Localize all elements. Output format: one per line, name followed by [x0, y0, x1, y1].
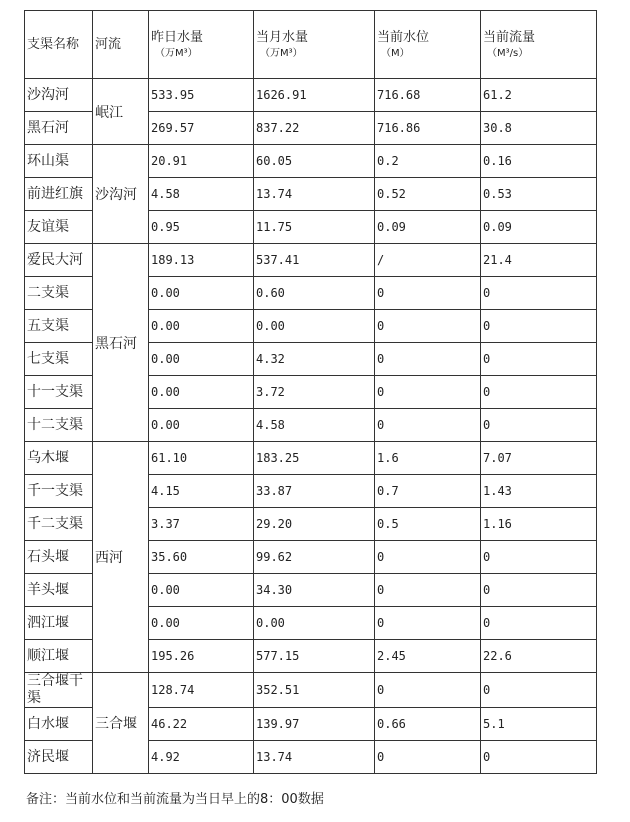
- header-row: [25, 11, 597, 79]
- river-cell: 岷江: [93, 79, 149, 145]
- water-level-cell: 2.45: [375, 640, 481, 673]
- flow-rate-cell: 0.53: [481, 178, 597, 211]
- month-volume-cell: 837.22: [254, 112, 375, 145]
- yesterday-volume-cell: 189.13: [149, 244, 254, 277]
- month-volume-cell: 352.51: [254, 673, 375, 708]
- month-volume-cell: 3.72: [254, 376, 375, 409]
- flow-rate-cell: 0: [481, 409, 597, 442]
- yesterday-volume-cell: 4.15: [149, 475, 254, 508]
- branch-name-cell: 五支渠: [25, 310, 93, 343]
- yesterday-volume-cell: 46.22: [149, 708, 254, 741]
- yesterday-volume-cell: 0.00: [149, 310, 254, 343]
- month-volume-cell: 13.74: [254, 178, 375, 211]
- month-volume-cell: 4.32: [254, 343, 375, 376]
- table-row: [25, 244, 597, 277]
- branch-name-cell: 千二支渠: [25, 508, 93, 541]
- water-level-cell: 0: [375, 277, 481, 310]
- water-level-cell: 0.5: [375, 508, 481, 541]
- branch-name-cell: 羊头堰: [25, 574, 93, 607]
- water-level-cell: 0: [375, 376, 481, 409]
- header-river: [93, 11, 149, 79]
- header-flow: [481, 11, 597, 79]
- flow-rate-cell: 5.1: [481, 708, 597, 741]
- yesterday-volume-cell: 0.00: [149, 409, 254, 442]
- flow-rate-cell: 0: [481, 541, 597, 574]
- header-yesterday-label: 昨日水量: [151, 29, 204, 45]
- branch-name-cell: 济民堰: [25, 741, 93, 774]
- water-level-cell: 0: [375, 409, 481, 442]
- flow-rate-cell: 0: [481, 607, 597, 640]
- month-volume-cell: 13.74: [254, 741, 375, 774]
- table-row: [25, 79, 597, 112]
- month-volume-cell: 183.25: [254, 442, 375, 475]
- water-level-cell: 0: [375, 741, 481, 774]
- month-volume-cell: 0.00: [254, 310, 375, 343]
- branch-name-cell: 泗江堰: [25, 607, 93, 640]
- header-flow-unit: （M³/s）: [487, 47, 529, 59]
- flow-rate-cell: 0.16: [481, 145, 597, 178]
- month-volume-cell: 537.41: [254, 244, 375, 277]
- yesterday-volume-cell: 0.00: [149, 343, 254, 376]
- branch-name-cell: 黑石河: [25, 112, 93, 145]
- footnote: 备注：当前水位和当前流量为当日早上的8：00数据: [26, 792, 324, 807]
- month-volume-cell: 99.62: [254, 541, 375, 574]
- flow-rate-cell: 0: [481, 343, 597, 376]
- water-level-cell: 0: [375, 343, 481, 376]
- flow-rate-cell: 0: [481, 310, 597, 343]
- flow-rate-cell: 7.07: [481, 442, 597, 475]
- header-river-label: 河流: [95, 36, 122, 52]
- month-volume-cell: 4.58: [254, 409, 375, 442]
- yesterday-volume-cell: 0.95: [149, 211, 254, 244]
- flow-rate-cell: 0: [481, 673, 597, 708]
- flow-rate-cell: 0: [481, 376, 597, 409]
- flow-rate-cell: 0: [481, 277, 597, 310]
- header-yesterday-unit: （万M³）: [155, 47, 198, 59]
- water-level-cell: 0.7: [375, 475, 481, 508]
- month-volume-cell: 0.60: [254, 277, 375, 310]
- month-volume-cell: 577.15: [254, 640, 375, 673]
- table-row: [25, 673, 597, 708]
- yesterday-volume-cell: 0.00: [149, 277, 254, 310]
- header-branch-label: 支渠名称: [27, 36, 80, 52]
- water-level-cell: 0.2: [375, 145, 481, 178]
- month-volume-cell: 139.97: [254, 708, 375, 741]
- yesterday-volume-cell: 4.92: [149, 741, 254, 774]
- yesterday-volume-cell: 195.26: [149, 640, 254, 673]
- water-level-cell: 0.66: [375, 708, 481, 741]
- header-flow-label: 当前流量: [483, 29, 536, 45]
- flow-rate-cell: 22.6: [481, 640, 597, 673]
- water-level-cell: 716.68: [375, 79, 481, 112]
- branch-name-cell: 二支渠: [25, 277, 93, 310]
- flow-rate-cell: 0.09: [481, 211, 597, 244]
- water-level-cell: 1.6: [375, 442, 481, 475]
- branch-name-cell: 十二支渠: [25, 409, 93, 442]
- yesterday-volume-cell: 128.74: [149, 673, 254, 708]
- river-cell: 三合堰: [93, 673, 149, 774]
- table-row: [25, 442, 597, 475]
- table-row: [25, 145, 597, 178]
- header-branch: [25, 11, 93, 79]
- month-volume-cell: 0.00: [254, 607, 375, 640]
- header-level: [375, 11, 481, 79]
- month-volume-cell: 29.20: [254, 508, 375, 541]
- yesterday-volume-cell: 533.95: [149, 79, 254, 112]
- yesterday-volume-cell: 0.00: [149, 574, 254, 607]
- branch-name-cell: 顺江堰: [25, 640, 93, 673]
- water-level-cell: 0: [375, 574, 481, 607]
- month-volume-cell: 1626.91: [254, 79, 375, 112]
- branch-name-cell: 三合堰干渠: [25, 673, 93, 708]
- month-volume-cell: 60.05: [254, 145, 375, 178]
- header-month-unit: （万M³）: [260, 47, 303, 59]
- header-level-unit: （M）: [381, 47, 410, 59]
- branch-name-cell: 友谊渠: [25, 211, 93, 244]
- water-level-cell: 0.52: [375, 178, 481, 211]
- yesterday-volume-cell: 61.10: [149, 442, 254, 475]
- yesterday-volume-cell: 0.00: [149, 376, 254, 409]
- flow-rate-cell: 61.2: [481, 79, 597, 112]
- header-month-label: 当月水量: [256, 29, 309, 45]
- branch-name-cell: 沙沟河: [25, 79, 93, 112]
- yesterday-volume-cell: 4.58: [149, 178, 254, 211]
- branch-name-cell: 七支渠: [25, 343, 93, 376]
- month-volume-cell: 34.30: [254, 574, 375, 607]
- month-volume-cell: 11.75: [254, 211, 375, 244]
- river-cell: 黑石河: [93, 244, 149, 442]
- water-level-cell: 0: [375, 310, 481, 343]
- flow-rate-cell: 30.8: [481, 112, 597, 145]
- flow-rate-cell: 1.43: [481, 475, 597, 508]
- branch-name-cell: 乌木堰: [25, 442, 93, 475]
- yesterday-volume-cell: 35.60: [149, 541, 254, 574]
- branch-name-cell: 十一支渠: [25, 376, 93, 409]
- water-level-cell: /: [375, 244, 481, 277]
- branch-name-cell: 千一支渠: [25, 475, 93, 508]
- branch-name-cell: 前进红旗: [25, 178, 93, 211]
- flow-rate-cell: 21.4: [481, 244, 597, 277]
- water-level-cell: 0: [375, 607, 481, 640]
- yesterday-volume-cell: 269.57: [149, 112, 254, 145]
- river-cell: 西河: [93, 442, 149, 673]
- header-yesterday: [149, 11, 254, 79]
- header-month: [254, 11, 375, 79]
- river-cell: 沙沟河: [93, 145, 149, 244]
- water-level-cell: 0: [375, 673, 481, 708]
- water-level-cell: 716.86: [375, 112, 481, 145]
- header-level-label: 当前水位: [377, 29, 430, 45]
- branch-name-cell: 环山渠: [25, 145, 93, 178]
- month-volume-cell: 33.87: [254, 475, 375, 508]
- yesterday-volume-cell: 20.91: [149, 145, 254, 178]
- flow-rate-cell: 0: [481, 574, 597, 607]
- flow-rate-cell: 1.16: [481, 508, 597, 541]
- yesterday-volume-cell: 0.00: [149, 607, 254, 640]
- flow-rate-cell: 0: [481, 741, 597, 774]
- branch-name-cell: 白水堰: [25, 708, 93, 741]
- branch-name-cell: 石头堰: [25, 541, 93, 574]
- water-level-cell: 0: [375, 541, 481, 574]
- yesterday-volume-cell: 3.37: [149, 508, 254, 541]
- water-level-cell: 0.09: [375, 211, 481, 244]
- branch-name-cell: 爱民大河: [25, 244, 93, 277]
- water-data-table: [24, 10, 597, 774]
